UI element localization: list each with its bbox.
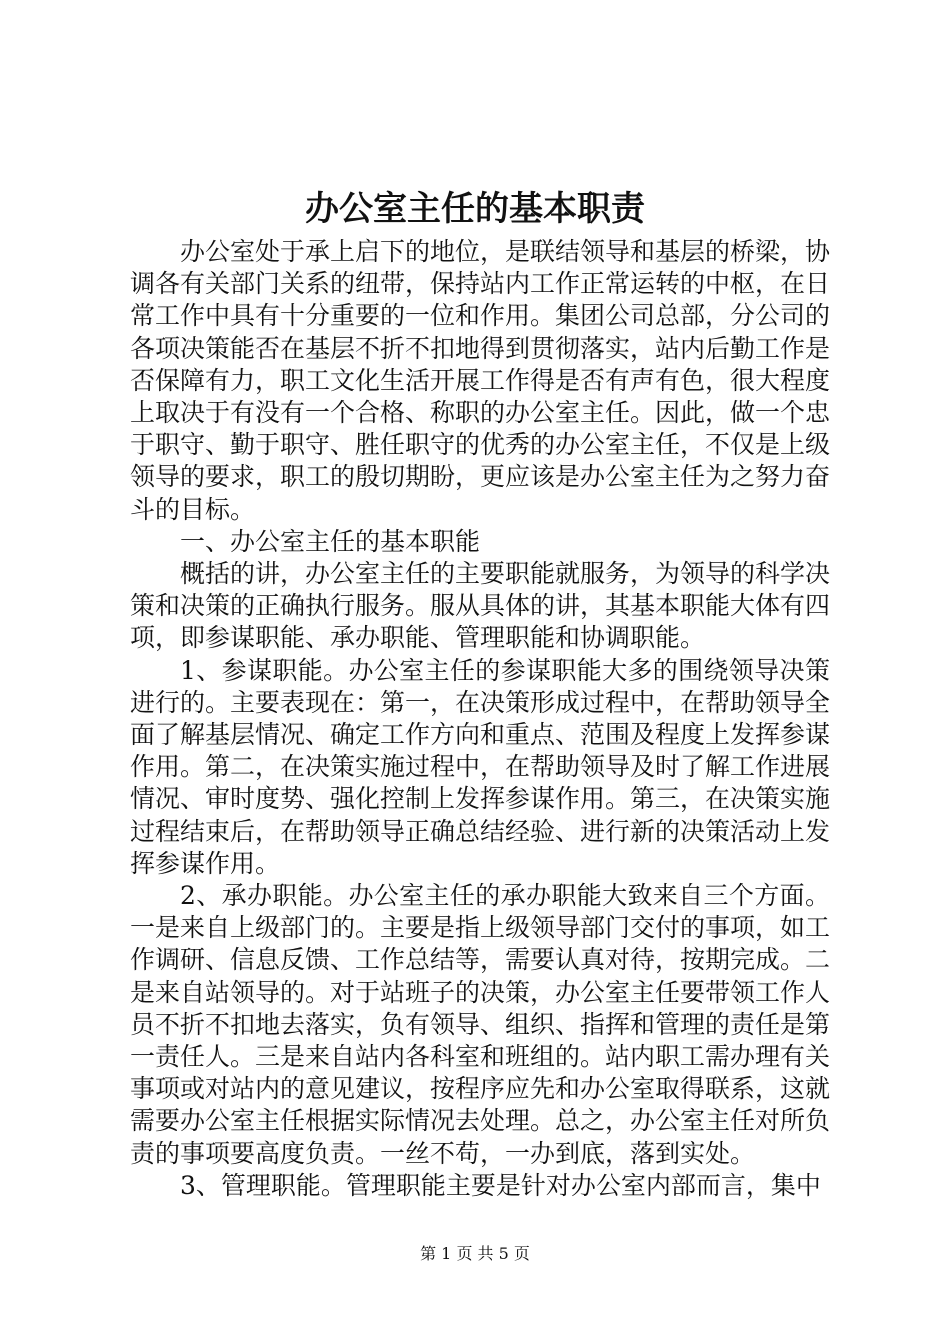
paragraph-management-function: 3、管理职能。管理职能主要是针对办公室内部而言，集中 — [180, 1170, 821, 1200]
paragraph-intro: 办公室处于承上启下的地位，是联结领导和基层的桥梁，协调各有关部门关系的纽带，保持站内工作正常运转的中枢，在日常工作中具有十分重要的一位和作用。集团公司总部，分公司的各项决策能否在基层不折不扣地得到贯彻落实，站内后勤工作是否保障有力，职工文化生活开展工作得是否有声有色，很大程度上取决于有没有一个合格、称职的办公室主任。因此，做一个忠于职守、勤于职守、胜任职守的优秀的办公室主任，不仅是上级领导的要求，职工的殷切期盼，更应该是办公室主任为之努力奋斗的目标。 — [130, 237, 831, 524]
page-number-footer: 第 1 页 共 5 页 — [420, 1244, 530, 1263]
section-heading-basic-functions: 一、办公室主任的基本职能 — [180, 526, 481, 556]
document-title: 办公室主任的基本职责 — [305, 189, 645, 229]
document-body — [130, 236, 830, 1202]
paragraph-undertaking-function: 2、承办职能。办公室主任的承办职能大致来自三个方面。一是来自上级部门的。主要是指上级领导部门交付的事项，如工作调研、信息反馈、工作总结等，需要认真对待，按期完成。二是来自站领导的。对于站班子的决策，办公室主任要带领工作人员不折不扣地去落实，负有领导、组织、指挥和管理的责任是第一责任人。三是来自站内各科室和班组的。站内职工需办理有关事项或对站内的意见建议，按程序应先和办公室取得联系，这就需要办公室主任根据实际情况去处理。总之，办公室主任对所负责的事项要高度负责。一丝不苟，一办到底，落到实处。 — [130, 881, 831, 1168]
paragraph-overview: 概括的讲，办公室主任的主要职能就服务，为领导的科学决策和决策的正确执行服务。服从具体的讲，其基本职能大体有四项，即参谋职能、承办职能、管理职能和协调职能。 — [130, 559, 831, 653]
paragraph-advisory-function: 1、参谋职能。办公室主任的参谋职能大多的围绕领导决策进行的。主要表现在：第一，在决策形成过程中，在帮助领导全面了解基层情况、确定工作方向和重点、范围及程度上发挥参谋作用。第二，在决策实施过程中，在帮助领导及时了解工作进展情况、审时度势、强化控制上发挥参谋作用。第三，在决策实施过程结束后，在帮助领导正确总结经验、进行新的决策活动上发挥参谋作用。 — [130, 655, 831, 878]
